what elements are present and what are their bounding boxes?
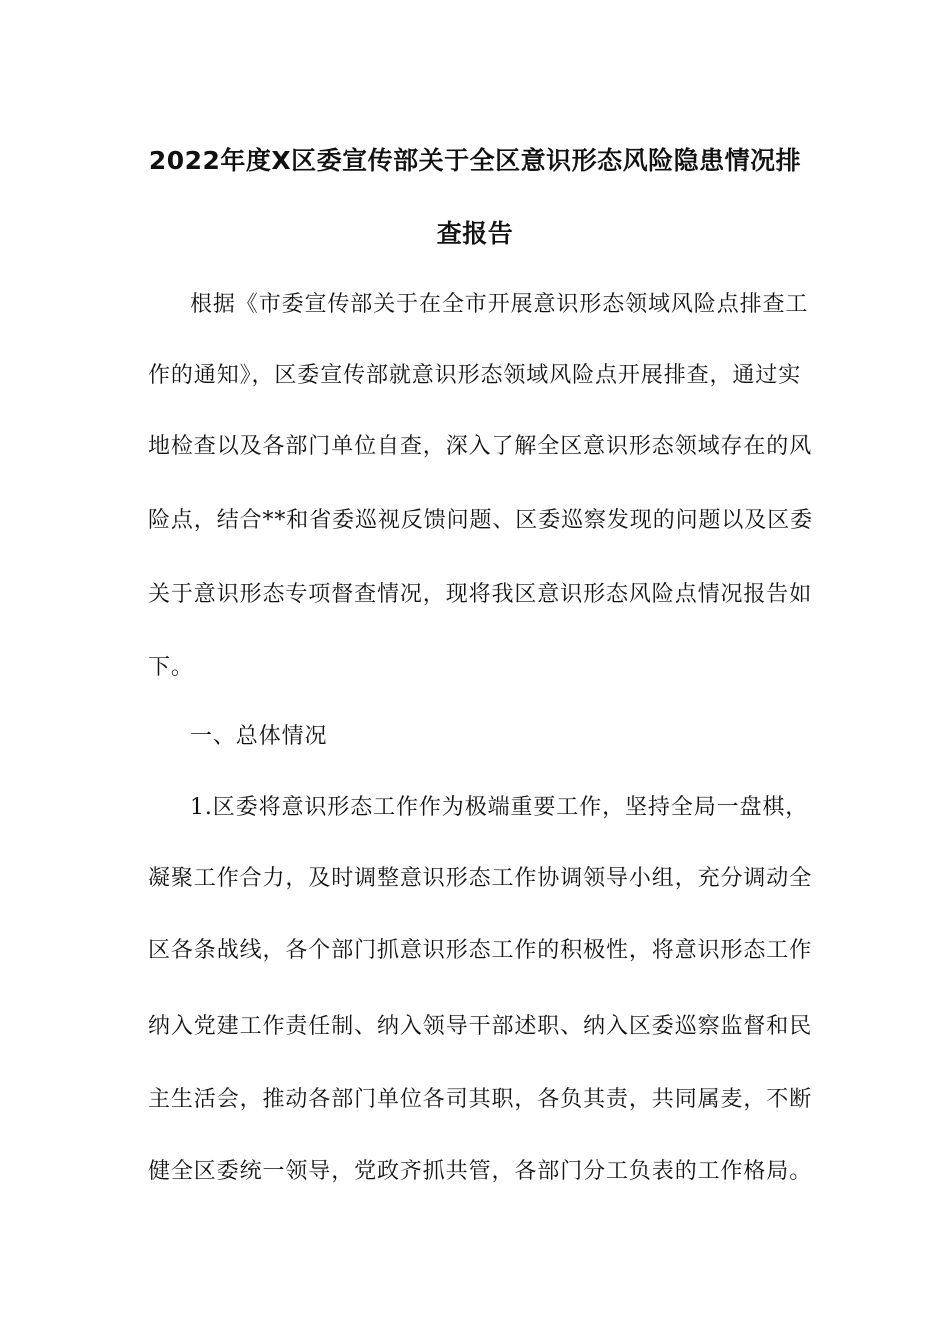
intro-line-4: 险点，结合**和省委巡视反馈问题、区委巡察发现的问题以及区委 [148, 508, 814, 533]
intro-line-5: 关于意识形态专项督查情况，现将我区意识形态风险点情况报告如 [148, 582, 813, 607]
section-heading: 一、总体情况 [190, 724, 328, 749]
document-title-line-1: 2022年度X区委宣传部关于全区意识形态风险隐患情况排 [148, 146, 802, 175]
item1-line-1: 1.区委将意识形态工作作为极端重要工作，坚持全局一盘棋， [190, 795, 809, 820]
item1-line-5: 主生活会，推动各部门单位各司其职，各负其责，共同属麦，不断 [148, 1087, 813, 1112]
document-title-line-2: 查报告 [436, 219, 514, 248]
item1-line-6: 健全区委统一领导，党政齐抓共管，各部门分工负表的工作格局。 [148, 1159, 813, 1184]
intro-line-6: 下。 [148, 655, 194, 680]
item1-line-4: 纳入党建工作责任制、纳入领导干部述职、纳入区委巡察监督和民 [148, 1014, 813, 1039]
item1-line-3: 区各条战线，各个部门抓意识形态工作的积极性，将意识形态工作 [148, 938, 813, 963]
item1-line-2: 凝聚工作合力，及时调整意识形态工作协调领导小组，充分调动全 [148, 866, 813, 891]
intro-line-2: 作的通知》，区委宣传部就意识形态领域风险点开展排查，通过实 [148, 363, 802, 388]
intro-line-3: 地检查以及各部门单位自查，深入了解全区意识形态领域存在的风 [148, 434, 813, 459]
intro-line-1: 根据《市委宣传部关于在全市开展意识形态领域风险点排查工 [190, 292, 809, 317]
